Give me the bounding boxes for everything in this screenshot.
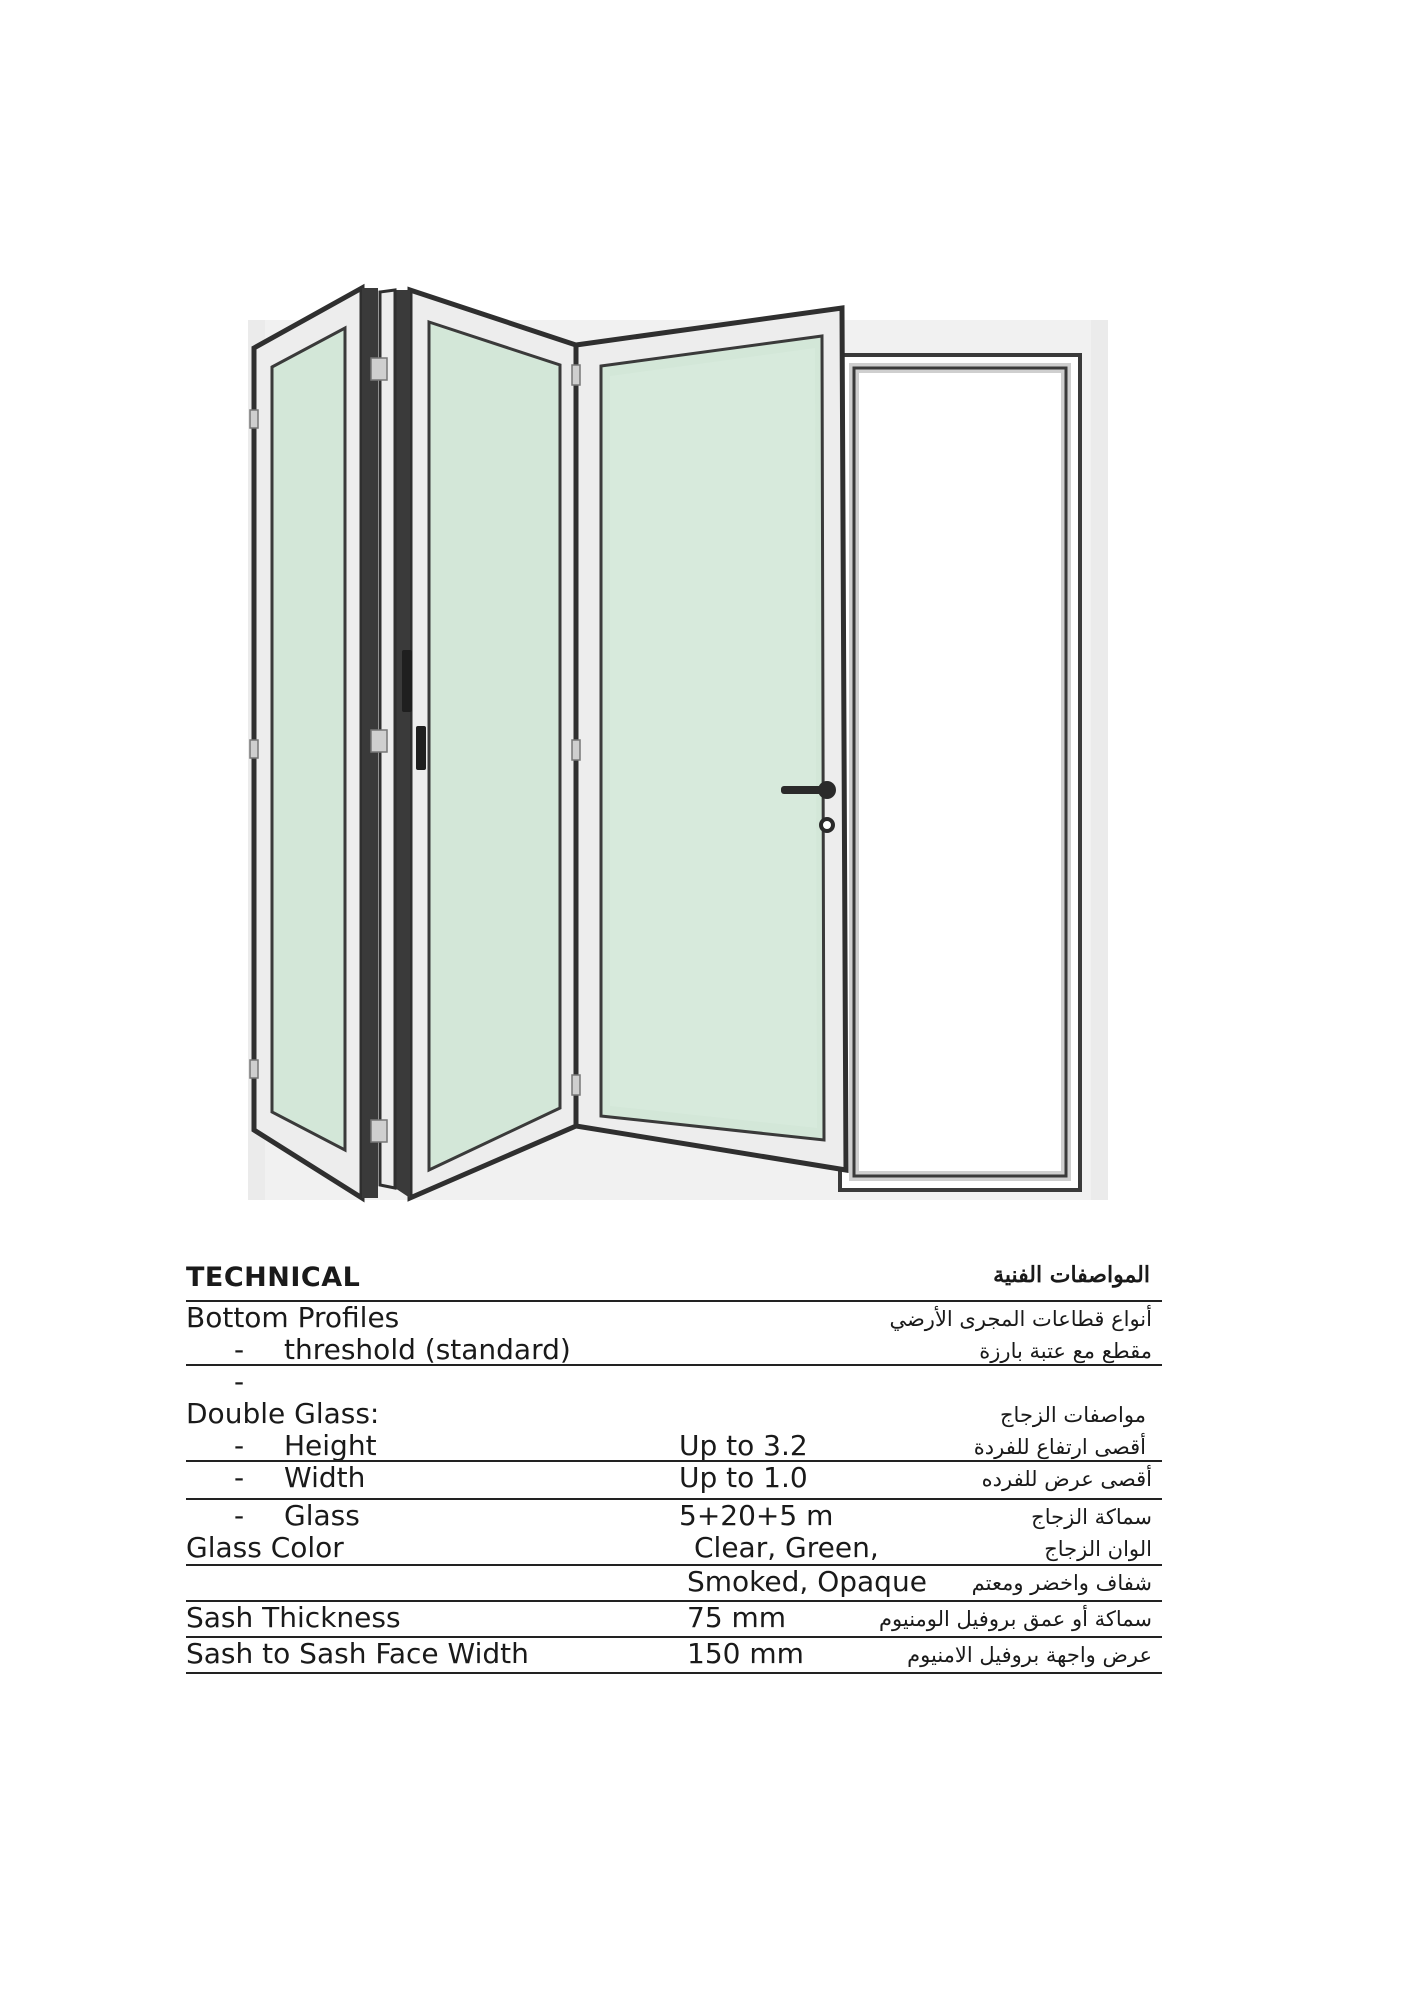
glass-color-value-1: Clear, Green,	[694, 1531, 879, 1564]
bottom-profiles-label: Bottom Profiles	[186, 1301, 400, 1334]
dash: -	[234, 1365, 245, 1398]
double-glass-label: Double Glass:	[186, 1397, 380, 1430]
double-glass-ar: مواصفات الزجاج	[1000, 1403, 1146, 1427]
glass-color-ar-2: شفاف واخضر ومعتم	[971, 1571, 1152, 1595]
width-label: Width	[284, 1461, 366, 1494]
glass-label: Glass	[284, 1499, 360, 1532]
threshold-label: threshold (standard)	[284, 1333, 571, 1366]
door-panel-4	[576, 308, 846, 1170]
height-ar: أقصى ارتفاع للفردة	[973, 1435, 1146, 1459]
dash: -	[234, 1461, 245, 1494]
sash-thickness-ar: سماكة أو عمق بروفيل الومنيوم	[879, 1607, 1152, 1631]
row-glass	[186, 1500, 1162, 1566]
row-sash-thickness	[186, 1602, 1162, 1638]
glass-color-label: Glass Color	[186, 1531, 344, 1564]
glass-color-ar-1: الوان الزجاج	[1044, 1537, 1152, 1561]
height-label: Height	[284, 1429, 377, 1462]
sash-thickness-value: 75 mm	[687, 1601, 787, 1634]
dash: -	[234, 1429, 245, 1462]
height-value: Up to 3.2	[679, 1429, 808, 1462]
bottom-profiles-ar: أنواع قطاعات المجرى الأرضي	[889, 1307, 1152, 1331]
header-en: TECHNICAL	[186, 1262, 361, 1293]
threshold-ar: مقطع مع عتبة بارزة	[979, 1339, 1152, 1363]
glass-ar: سماكة الزجاج	[1031, 1505, 1152, 1529]
header-ar: المواصفات الفنية	[993, 1262, 1150, 1288]
dash: -	[234, 1499, 245, 1532]
row-width	[186, 1462, 1162, 1500]
door-panel-1	[254, 288, 378, 1198]
width-ar: أقصى عرض للفرده	[981, 1467, 1152, 1491]
table-header	[186, 1260, 1162, 1302]
row-double-glass	[186, 1366, 1162, 1462]
width-value: Up to 1.0	[679, 1461, 808, 1494]
sash-thickness-label: Sash Thickness	[186, 1601, 401, 1634]
row-sash-face-width	[186, 1638, 1162, 1674]
row-glass-color-2	[186, 1566, 1162, 1602]
glass-color-value-2: Smoked, Opaque	[687, 1565, 927, 1598]
technical-spec-table	[186, 1260, 1162, 1674]
sash-face-ar: عرض واجهة بروفيل الامنيوم	[907, 1643, 1152, 1667]
door-panel-3	[410, 290, 576, 1198]
row-bottom-profiles	[186, 1302, 1162, 1366]
folding-door-illustration	[140, 270, 1110, 1220]
glass-value: 5+20+5 m	[679, 1499, 834, 1532]
dash: -	[234, 1333, 245, 1366]
sash-face-label: Sash to Sash Face Width	[186, 1637, 529, 1670]
sash-face-value: 150 mm	[687, 1637, 804, 1670]
